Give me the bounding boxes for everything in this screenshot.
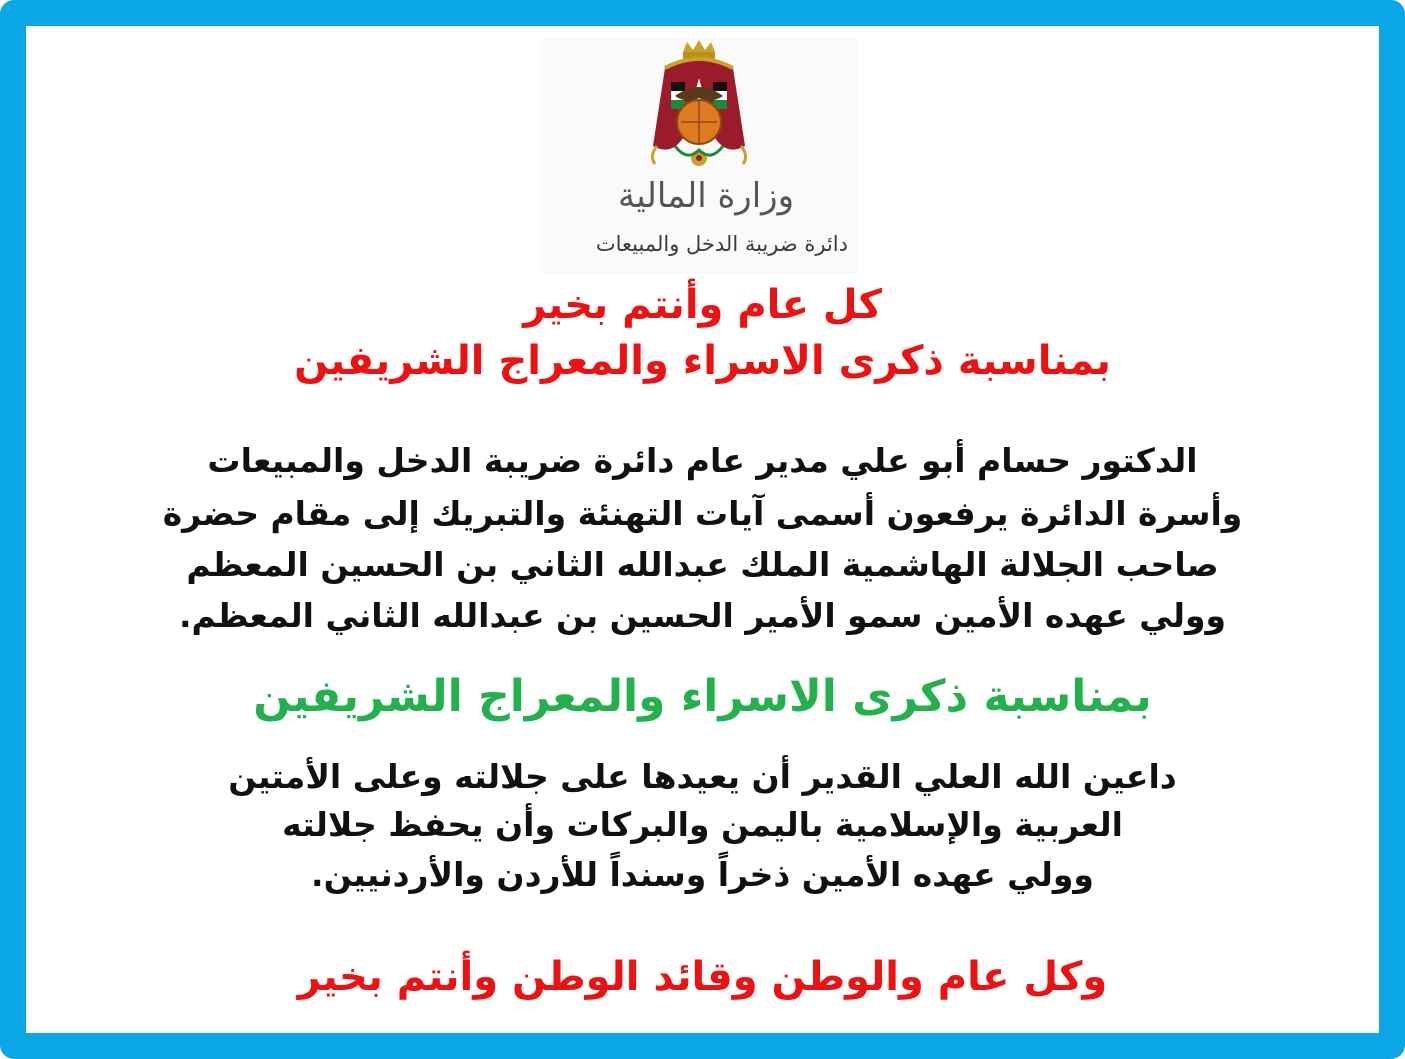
prayer-line: العربية والإسلامية باليمن والبركات وأن يحفظ جلالته <box>282 805 1123 844</box>
prayer-line: داعين الله العلي القدير أن يعيدها على جلالته وعلى الأمتين <box>228 757 1177 796</box>
ministry-name: وزارة المالية <box>618 176 794 216</box>
closing-line: وكل عام والوطن وقائد الوطن وأنتم بخير <box>297 954 1108 1000</box>
greeting-line-2: بمناسبة ذكرى الاسراء والمعراج الشريفين <box>294 338 1111 384</box>
message-line: الدكتور حسام أبو علي مدير عام دائرة ضريبة الدخل والمبيعات <box>207 441 1198 480</box>
jordan-coat-of-arms-icon <box>635 38 763 188</box>
greeting-line-1: كل عام وأنتم بخير <box>523 282 882 328</box>
message-line: وأسرة الدائرة يرفعون أسمى آيات التهنئة والتبريك إلى مقام حضرة <box>162 494 1243 533</box>
occasion-line: بمناسبة ذكرى الاسراء والمعراج الشريفين <box>253 671 1152 722</box>
message-line: وولي عهده الأمين سمو الأمير الحسين بن عبدالله الثاني المعظم. <box>178 596 1227 635</box>
ministry-logo <box>540 38 858 274</box>
department-name: دائرة ضريبة الدخل والمبيعات <box>595 232 848 256</box>
prayer-line: وولي عهده الأمين ذخراً وسنداً للأردن والأردنيين. <box>311 855 1094 894</box>
message-line: صاحب الجلالة الهاشمية الملك عبدالله الثاني بن الحسين المعظم <box>186 545 1219 584</box>
